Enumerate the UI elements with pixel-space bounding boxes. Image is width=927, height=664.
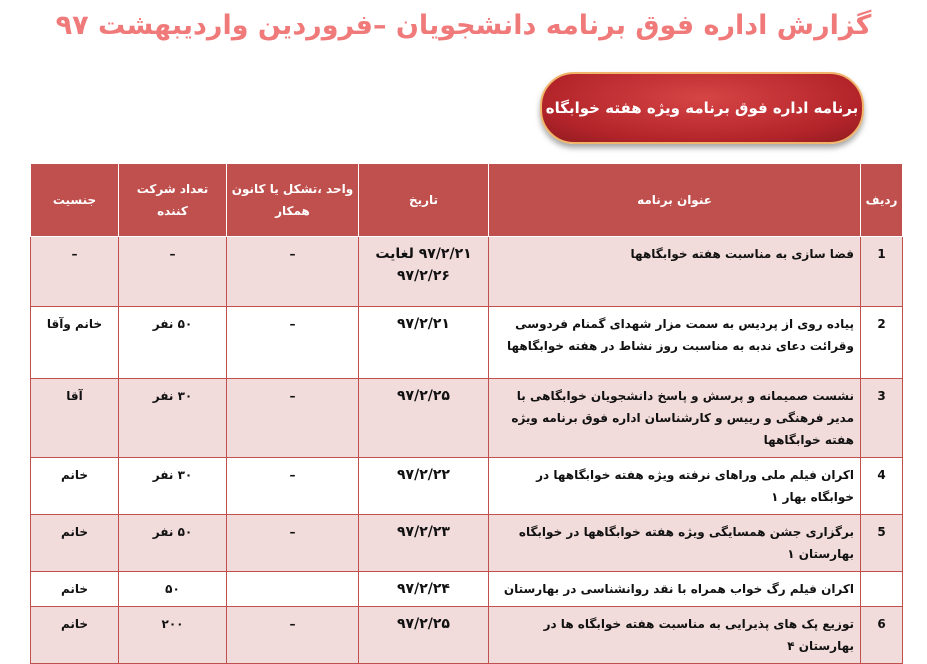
table-row	[31, 515, 903, 572]
cell-program-title: توزیع پک های پذیرایی به مناسبت هفته خوابگاه ها در بهارستان ۴	[489, 607, 861, 664]
cell-row-no: 6	[861, 607, 903, 664]
cell-date: ۹۷/۲/۲۵	[359, 379, 489, 458]
cell-unit: –	[227, 237, 359, 307]
cell-unit: –	[227, 607, 359, 664]
cell-gender: خانم وآقا	[31, 307, 119, 379]
cell-row-no: 2	[861, 307, 903, 379]
cell-unit: –	[227, 307, 359, 379]
header-unit: واحد ،تشکل یا کانون همکار	[227, 164, 359, 237]
section-banner: برنامه اداره فوق برنامه ویژه هفته خوابگاه	[540, 72, 864, 144]
header-row-no: ردیف	[861, 164, 903, 237]
table-row	[31, 379, 903, 458]
table-row	[31, 237, 903, 307]
cell-date: ۹۷/۲/۲۴	[359, 572, 489, 607]
cell-date: ۹۷/۲/۲۵	[359, 607, 489, 664]
header-participants: تعداد شرکت کننده	[119, 164, 227, 237]
cell-unit: –	[227, 515, 359, 572]
cell-gender: آقا	[31, 379, 119, 458]
cell-program-title: برگزاری جشن همسایگی ویژه هفته خوابگاهها در خوابگاه بهارستان ۱	[489, 515, 861, 572]
cell-date: ۹۷/۲/۲۱	[359, 307, 489, 379]
cell-participants: ۵۰	[119, 572, 227, 607]
cell-program-title: پیاده روی از پردیس به سمت مزار شهدای گمنام فردوسی وقرائت دعای ندبه به مناسبت روز نشاط در هفته خوابگاهها	[489, 307, 861, 379]
table-header-row	[31, 164, 903, 237]
cell-row-no: 5	[861, 515, 903, 572]
cell-participants: ۵۰ نفر	[119, 307, 227, 379]
cell-program-title: فضا سازی به مناسبت هفته خوابگاهها	[489, 237, 861, 307]
cell-date: ۹۷/۲/۲۲	[359, 458, 489, 515]
cell-date: ۹۷/۲/۲۳	[359, 515, 489, 572]
cell-unit: –	[227, 379, 359, 458]
program-table	[30, 163, 903, 664]
table-row	[31, 607, 903, 664]
header-date: تاریخ	[359, 164, 489, 237]
cell-row-no: 3	[861, 379, 903, 458]
cell-unit: –	[227, 458, 359, 515]
cell-gender: خانم	[31, 458, 119, 515]
cell-gender: خانم	[31, 515, 119, 572]
cell-program-title: اکران فیلم ملی وراهای نرفته ویژه هفته خوابگاهها در خوابگاه بهار ۱	[489, 458, 861, 515]
table-row	[31, 307, 903, 379]
cell-row-no	[861, 572, 903, 607]
table-row	[31, 572, 903, 607]
cell-participants: ۳۰ نفر	[119, 458, 227, 515]
cell-gender: خانم	[31, 572, 119, 607]
cell-gender: –	[31, 237, 119, 307]
table-row	[31, 458, 903, 515]
cell-participants: ۵۰ نفر	[119, 515, 227, 572]
cell-gender: خانم	[31, 607, 119, 664]
cell-unit	[227, 572, 359, 607]
cell-date: ۹۷/۲/۲۱ لغایت ۹۷/۲/۲۶	[359, 237, 489, 307]
page-title: گزارش اداره فوق برنامه دانشجویان –فروردین واردیبهشت ۹۷	[55, 10, 872, 41]
cell-row-no: 4	[861, 458, 903, 515]
cell-participants: –	[119, 237, 227, 307]
cell-program-title: نشست صمیمانه و پرسش و پاسخ دانشجویان خوابگاهی با مدیر فرهنگی و رییس و کارشناسان اداره فوق برنامه ویژه هفته خوابگاهها	[489, 379, 861, 458]
header-program-title: عنوان برنامه	[489, 164, 861, 237]
cell-program-title: اکران فیلم رگ خواب همراه با نقد روانشناسی در بهارستان	[489, 572, 861, 607]
cell-participants: ۳۰ نفر	[119, 379, 227, 458]
header-gender: جنسیت	[31, 164, 119, 237]
cell-row-no: 1	[861, 237, 903, 307]
cell-participants: ۲۰۰	[119, 607, 227, 664]
